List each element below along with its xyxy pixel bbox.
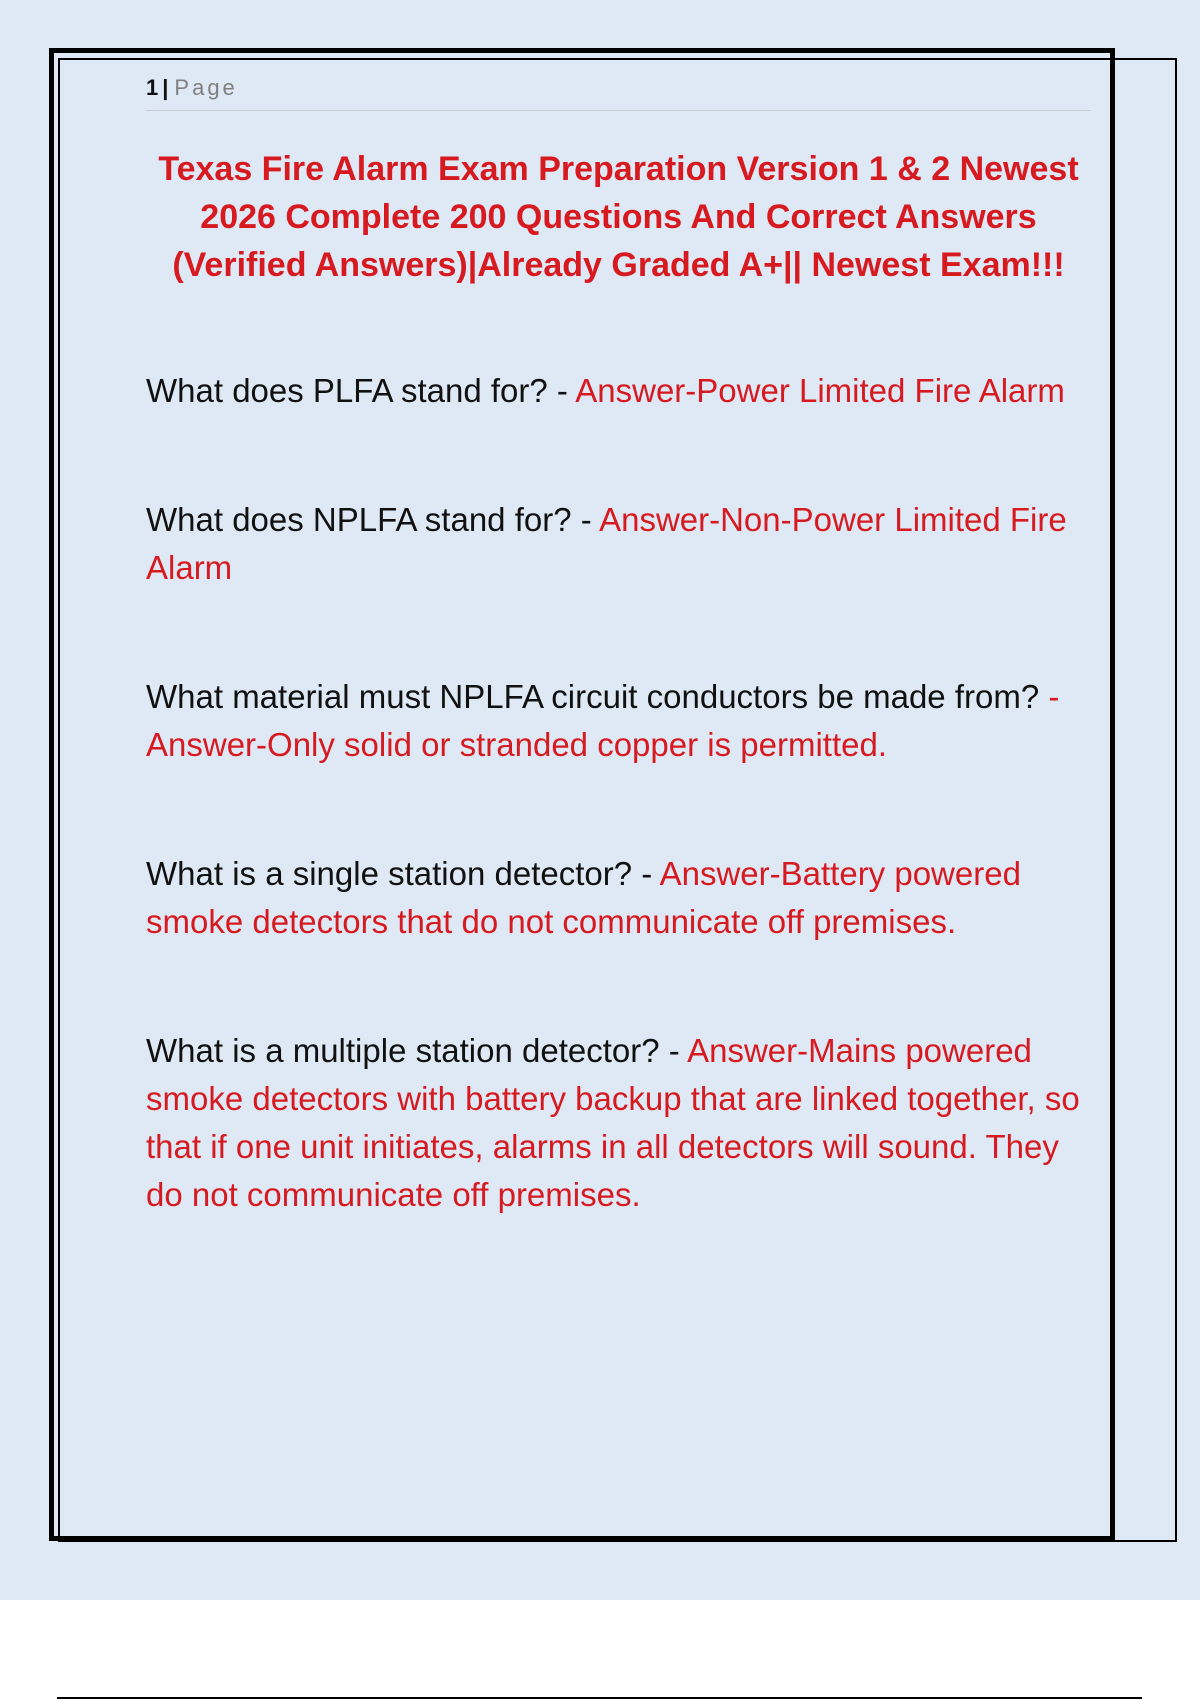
question-text: What is a single station detector? -: [146, 855, 660, 892]
page-separator: |: [162, 75, 169, 100]
document-title: Texas Fire Alarm Exam Preparation Version 1 & 2 Newest 2026 Complete 200 Questions And Correct Answers (Verified Answers)|Already Graded A+|| Newest Exam!!!: [158, 150, 1079, 284]
question-text: What does PLFA stand for? -: [146, 372, 576, 409]
page-label: Page: [174, 75, 238, 100]
footer-rule: [57, 1697, 1142, 1699]
qa-item: [146, 367, 1091, 415]
question-text: What is a multiple station detector? -: [146, 1032, 688, 1069]
answer-text: Answer-Battery powered smoke detectors that do not communicate off premises.: [146, 855, 1021, 940]
qa-item: [146, 496, 1091, 592]
page-content: [146, 72, 1091, 1300]
answer-text: Answer-Mains powered smoke detectors with battery backup that are linked together, so that if one unit initiates, alarms in all detectors will sound. They do not communicate off premises.: [146, 1032, 1080, 1213]
question-text: What does NPLFA stand for? -: [146, 501, 600, 538]
answer-text: Answer-Power Limited Fire Alarm: [575, 372, 1065, 409]
page-number: 1: [146, 75, 159, 100]
page-header: [146, 72, 1091, 111]
qa-item: [146, 850, 1091, 946]
qa-list: [146, 367, 1091, 1219]
qa-item: [146, 1027, 1091, 1219]
answer-text: - Answer-Only solid or stranded copper is permitted.: [146, 678, 1060, 763]
qa-item: [146, 673, 1091, 769]
answer-text: Answer-Non-Power Limited Fire Alarm: [146, 501, 1067, 586]
question-text: What material must NPLFA circuit conductors be made from?: [146, 678, 1049, 715]
